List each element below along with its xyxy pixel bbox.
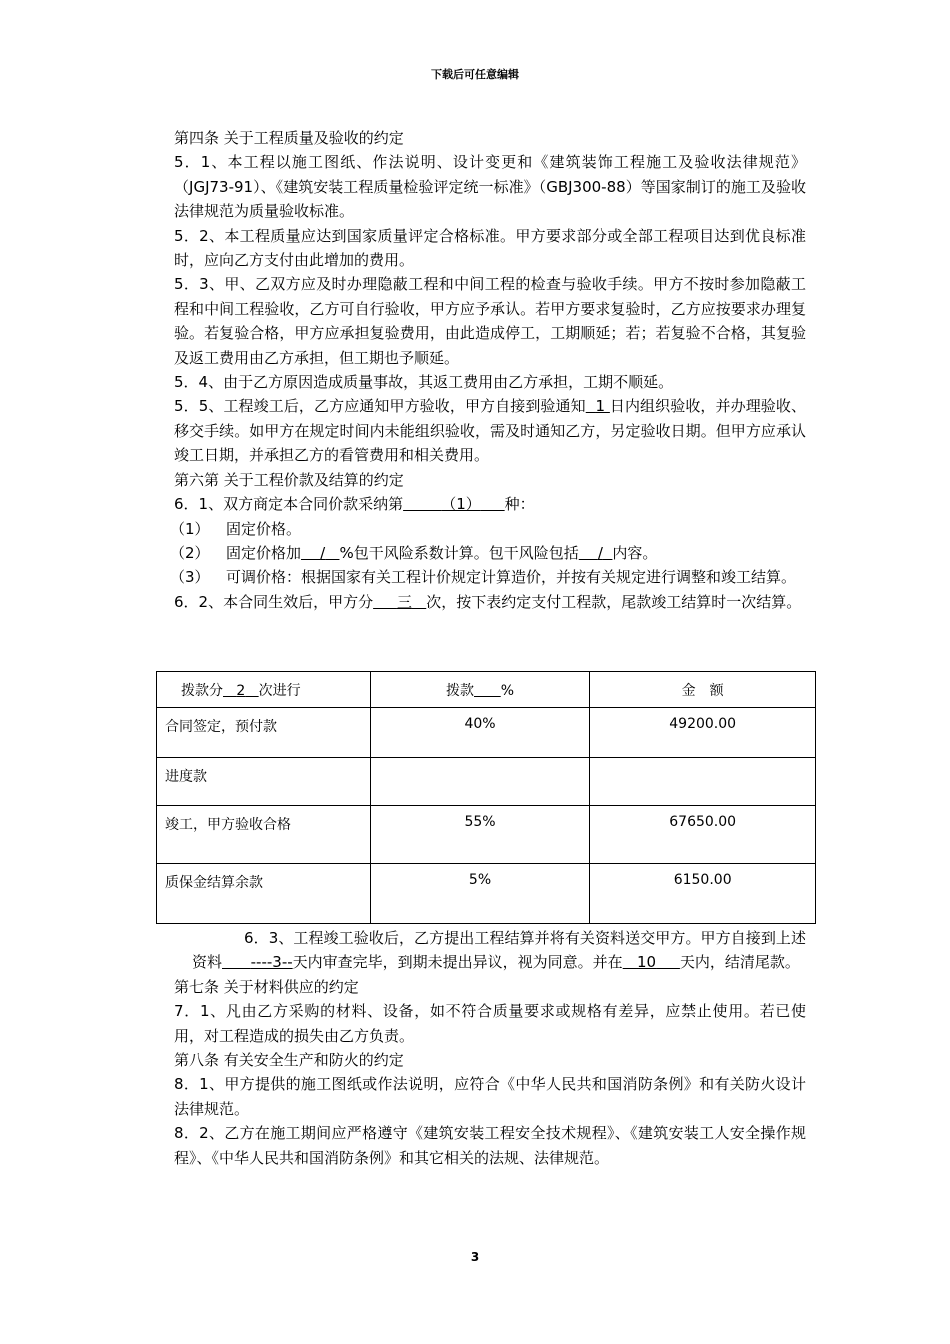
- table-row: [157, 708, 816, 758]
- installment-count-blank: 三: [396, 592, 412, 611]
- cell-percent: 5%: [370, 864, 590, 924]
- document-body-continued: [174, 926, 806, 1170]
- cell-percent: 40%: [370, 708, 590, 758]
- price-method-blank: （1）: [441, 495, 481, 514]
- risk-scope-blank: /: [597, 543, 603, 562]
- page-number: 3: [470, 1250, 480, 1264]
- risk-rate-blank: /: [320, 543, 326, 562]
- document-body: [170, 126, 806, 614]
- option-1: （1） 固定价格。: [170, 519, 302, 538]
- paragraph-5-5: 5．5、工程竣工后，乙方应通知甲方验收，甲方自接到验通知 1 日内组织验收，并办理验收、移交手续。如甲方在规定时间内未能组织验收，需及时通知乙方，另定验收日期。但甲方应承认竣工日期，并承担乙方的看管费用和相关费用。: [174, 397, 806, 465]
- article6-title: 第六第 关于工程价款及结算的约定: [174, 470, 404, 489]
- paragraph-8-1: 8．1、甲方提供的施工图纸或作法说明，应符合《中华人民共和国消防条例》和有关防火设计法律规范。: [174, 1075, 806, 1118]
- payment-schedule-table: [156, 671, 816, 924]
- paragraph-5-2: 5．2、本工程质量应达到国家质量评定合格标准。甲方要求部分或全部工程项目达到优良标准时，应向乙方支付由此增加的费用。: [174, 226, 806, 270]
- review-days-blank: ----3--: [250, 953, 293, 972]
- cell-amount: 6150.00: [590, 864, 816, 924]
- cell-stage: 合同签定，预付款: [157, 708, 371, 758]
- paragraph-8-2: 8．2、乙方在施工期间应严格遵守《建筑安装工程安全技术规程》、《建筑安装工人安全操作规程》、《中华人民共和国消防条例》和其它相关的法规、法律规范。: [174, 1124, 806, 1167]
- paragraph-7-1: 7．1、凡由乙方采购的材料、设备，如不符合质量要求或规格有差异，应禁止使用。若已使用，对工程造成的损失由乙方负责。: [174, 1002, 806, 1045]
- cell-stage: 进度款: [157, 758, 371, 806]
- cell-amount: 49200.00: [590, 708, 816, 758]
- cell-percent: [370, 758, 590, 806]
- settlement-days-blank: 10: [636, 953, 657, 972]
- article4-title: 第四条 关于工程质量及验收的约定: [174, 129, 404, 147]
- cell-amount: 67650.00: [590, 806, 816, 864]
- cell-amount: [590, 758, 816, 806]
- paragraph-5-3: 5．3、甲、乙双方应及时办理隐蔽工程和中间工程的检查与验收手续。甲方不按时参加隐蔽工程和中间工程验收，乙方可自行验收，甲方应予承认。若甲方要求复验时，乙方应按要求办理复验。若复验合格，甲方应承担复验费用，由此造成停工，工期顺延；若；若复验不合格，其复验及返工费用由乙方承担，但工期也予顺延。: [174, 275, 806, 367]
- cell-stage: 质保金结算余款: [157, 864, 371, 924]
- article8-title: 第八条 有关安全生产和防火的约定: [174, 1051, 404, 1070]
- acceptance-days-blank: 1: [595, 397, 605, 416]
- page-header: 下载后可任意编辑: [431, 68, 519, 81]
- table-header-row: [157, 672, 816, 708]
- table-row: [157, 864, 816, 924]
- paragraph-6-2: 6．2、本合同生效后，甲方分 三 次，按下表约定支付工程款，尾款竣工结算时一次结算。: [174, 592, 802, 611]
- cell-percent: 55%: [370, 806, 590, 864]
- paragraph-6-3: 6．3、工程竣工验收后，乙方提出工程结算并将有关资料送交甲方。甲方自接到上述资料 ----3--天内审查完毕，到期未提出异议，视为同意。并在 10 天内，结清尾款。: [192, 929, 806, 972]
- cell-stage: 竣工，甲方验收合格: [157, 806, 371, 864]
- table-row: [157, 758, 816, 806]
- table-row: [157, 806, 816, 864]
- header-installments: 拨款分 2 次进行: [157, 672, 371, 708]
- option-2: （2） 固定价格加 / %包干风险系数计算。包干风险包括 / 内容。: [170, 543, 658, 562]
- header-percent: 拨款 %: [370, 672, 590, 708]
- header-amount: 金 额: [590, 672, 816, 708]
- article7-title: 第七条 关于材料供应的约定: [174, 977, 359, 996]
- paragraph-5-1: 5．1、本工程以施工图纸、作法说明、设计变更和《建筑装饰工程施工及验收法律规范》（JGJ73-91）、《建筑安装工程质量检验评定统一标准》（GBJ300-88）等国家制订的施工及验收法律规范为质量验收标准。: [174, 153, 806, 221]
- option-3: （3） 可调价格：根据国家有关工程计价规定计算造价，并按有关规定进行调整和竣工结算。: [170, 568, 797, 587]
- paragraph-5-4: 5．4、由于乙方原因造成质量事故，其返工费用由乙方承担，工期不顺延。: [174, 373, 674, 392]
- paragraph-6-1: 6．1、双方商定本合同价款采纳第 （1） 种：: [174, 495, 535, 514]
